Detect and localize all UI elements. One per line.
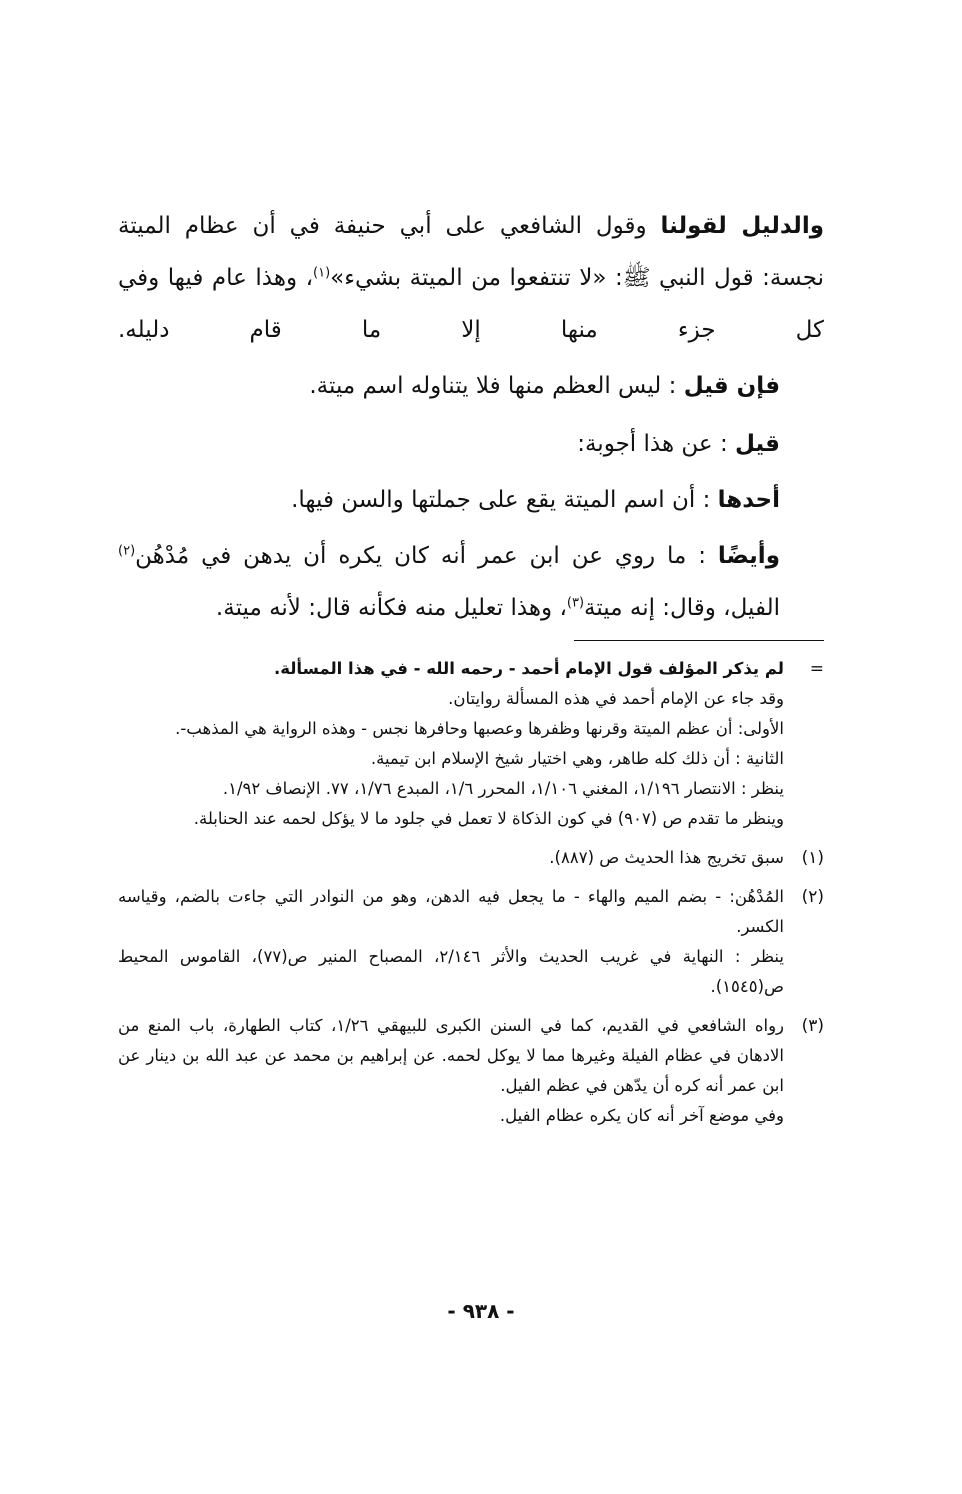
paragraph-text: : عن هذا أجوبة:	[577, 431, 736, 457]
footnote-line: لم يذكر المؤلف قول الإمام أحمد - رحمه الله - في هذا المسألة.	[273, 659, 784, 678]
footnote-line: الثانية : أن ذلك كله طاهر، وهي اختيار شيخ الإسلام ابن تيمية.	[370, 749, 784, 768]
paragraph-also	[118, 530, 824, 634]
paragraph-text: : ما روي عن ابن عمر أنه كان يكره أن يدهن في مُدْهُن	[135, 543, 718, 569]
footnote-line: وقد جاء عن الإمام أحمد في هذه المسألة روايتان.	[448, 689, 784, 708]
footnote-line: رواه الشافعي في القديم، كما في السنن الكبرى للبيهقي ١/٢٦، كتاب الطهارة، باب المنع من الادهان في عظام الفيلة وغيرها مما لا يوكل لحمه. عن إبراهيم بن محمد عن عبد الله بن دينار عن ابن عمر أنه كره أن يدّهن في عظم الفيل.	[118, 1016, 785, 1095]
paragraph-lead: قيل	[735, 431, 780, 457]
paragraph-lead: فإن قيل	[683, 373, 780, 399]
footnote-line: سبق تخريج هذا الحديث ص (٨٨٧).	[549, 848, 784, 867]
paragraph-objection	[118, 360, 824, 412]
paragraph-lead: أحدها	[717, 487, 780, 513]
footnote-3	[118, 1011, 824, 1131]
paragraph-first-answer	[118, 474, 824, 526]
footnote-continuation	[118, 654, 824, 834]
footnote-1	[118, 843, 824, 873]
page-content	[118, 200, 825, 1125]
paragraph-lead: والدليل لقولنا	[660, 213, 825, 239]
paragraph-tail: ، وهذا تعليل منه فكأنه قال: لأنه ميتة.	[215, 595, 567, 621]
paragraph-text: وقول الشافعي على أبي حنيفة في أن عظام الميتة نجسة: قول النبي ﷺ: «لا تنتفعوا من الميتة بشيء»	[118, 213, 825, 291]
paragraph-reply	[118, 418, 824, 470]
footnote-line: ينظر : النهاية في غريب الحديث والأثر ٢/١٤٦، المصباح المنير ص(٧٧)، القاموس المحيط ص(١٥٤٥).	[118, 947, 784, 996]
paragraph-lead: وأيضًا	[717, 543, 780, 569]
main-text	[118, 200, 824, 634]
page-number: - ٩٣٨ -	[447, 1299, 515, 1323]
footnote-ref: (٣)	[566, 595, 585, 611]
footnote-2	[118, 882, 824, 1002]
footnote-divider	[574, 640, 824, 641]
footnote-line: ينظر : الانتصار ١/١٩٦، المغني ١/١٠٦، المحرر ١/٦، المبدع ١/٧٦، ٧٧. الإنصاف ١/٩٢.	[222, 779, 784, 798]
footnote-line: الأولى: أن عظم الميتة وقرنها وظفرها وعصبها وحافرها نجس - وهذه الرواية هي المذهب-.	[175, 719, 784, 738]
footnote-ref: (١)	[313, 265, 331, 281]
footnote-line: وينظر ما تقدم ص (٩٠٧) في كون الذكاة لا تعمل في جلود ما لا يؤكل لحمه عند الحنابلة.	[193, 809, 784, 828]
paragraph-text: الفيل، وقال: إنه ميتة	[584, 595, 780, 621]
footnote-line: المُدْهُن: - بضم الميم والهاء - ما يجعل فيه الدهن، وهو من النوادر التي جاءت بالضم، وقياسه الكسر.	[118, 887, 784, 936]
footnote-mark: (١)	[801, 848, 824, 868]
footnote-mark: (٣)	[801, 1016, 824, 1036]
footnote-mark: =	[809, 659, 824, 679]
paragraph-text: : ليس العظم منها فلا يتناوله اسم ميتة.	[309, 373, 684, 399]
paragraph-tail: ، وهذا عام فيها وفي كل جزء منها إلا ما قام دليله.	[118, 265, 824, 343]
footnotes	[118, 654, 824, 1140]
footnote-mark: (٢)	[801, 887, 824, 907]
paragraph-evidence	[118, 200, 824, 356]
footnote-ref: (٢)	[118, 543, 136, 559]
footnote-line: وفي موضع آخر أنه كان يكره عظام الفيل.	[499, 1106, 784, 1125]
paragraph-text: : أن اسم الميتة يقع على جملتها والسن فيها.	[291, 487, 718, 513]
